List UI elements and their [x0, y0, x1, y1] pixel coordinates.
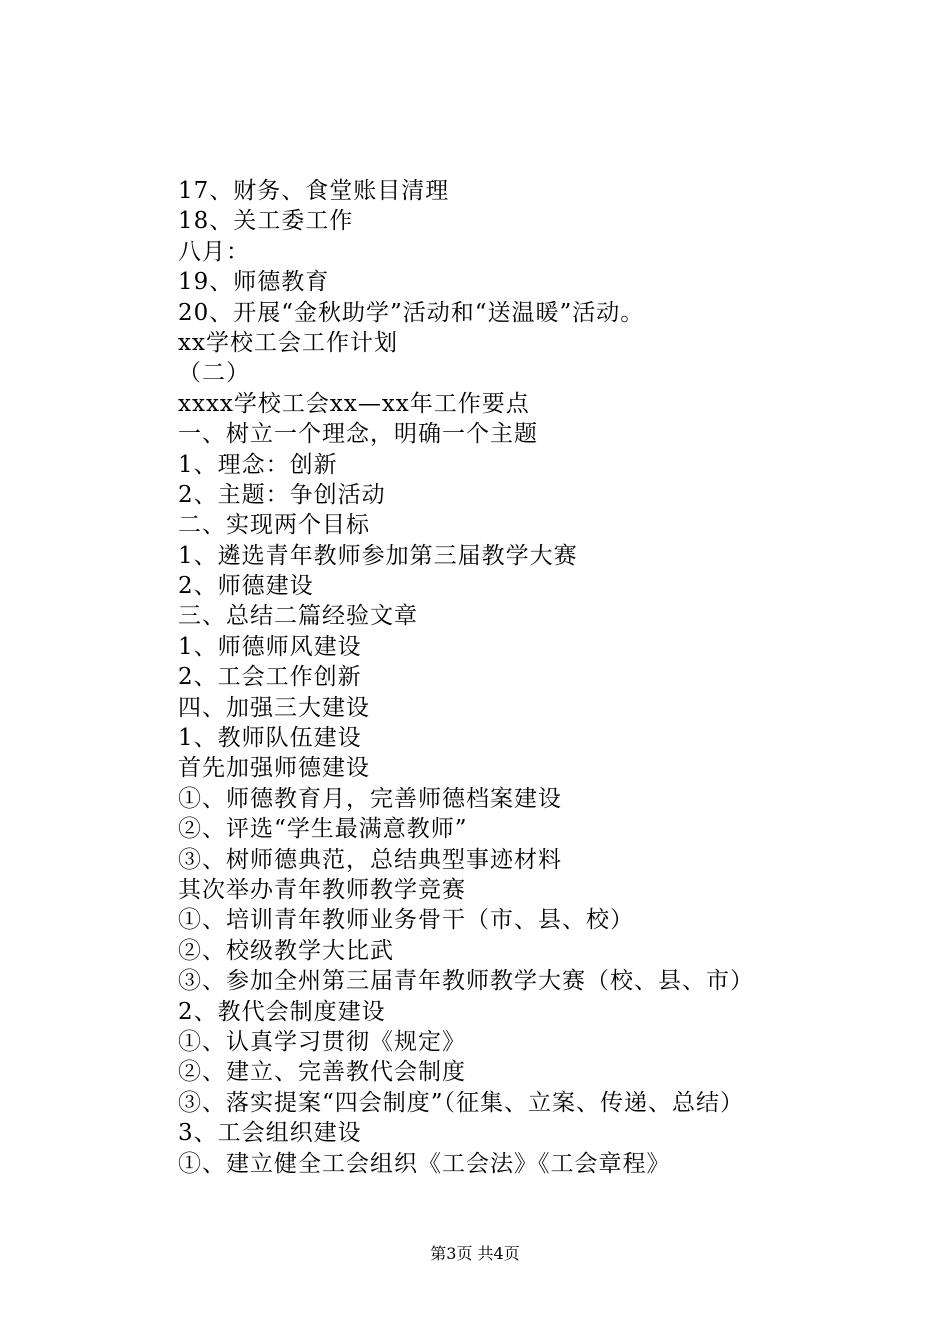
section-heading: xxxx学校工会xx—xx年工作要点 [178, 390, 530, 417]
text-line: 2、工会工作创新 [178, 664, 362, 691]
text-line: ②、建立、完善教代会制度 [178, 1059, 466, 1086]
text-line: ①、培训青年教师业务骨干（市、县、校） [178, 907, 634, 934]
text-line: 17、财务、食堂账目清理 [178, 178, 450, 204]
text-line: 2、主题：争创活动 [178, 481, 386, 508]
text-line: 1、理念：创新 [178, 451, 338, 478]
text-line: ①、师德教育月，完善师德档案建设 [178, 785, 562, 812]
section-heading: 二、实现两个目标 [178, 512, 370, 539]
text-line: ③、树师德典范，总结典型事迹材料 [178, 846, 562, 873]
document-body [178, 176, 878, 1179]
text-line: 其次举办青年教师教学竞赛 [178, 876, 466, 903]
text-line: 19、师德教育 [178, 269, 330, 296]
text-line: 20、开展“金秋助学”活动和“送温暖”活动。 [178, 299, 645, 326]
text-line: ②、校级教学大比武 [178, 937, 394, 964]
section-heading: 四、加强三大建设 [178, 694, 370, 721]
text-line: ②、评选“学生最满意教师” [178, 816, 468, 843]
text-line: ①、建立健全工会组织《工会法》《工会章程》 [178, 1150, 671, 1177]
text-line: ③、落实提案“四会制度”（征集、立案、传递、总结） [178, 1089, 745, 1116]
document-subtitle: （二） [178, 360, 250, 387]
text-line: 首先加强师德建设 [178, 755, 370, 782]
text-line: 1、教师队伍建设 [178, 725, 362, 752]
text-line: 2、教代会制度建设 [178, 998, 386, 1025]
section-heading: 三、总结二篇经验文章 [178, 603, 418, 630]
page-number-footer: 第3页 共4页 [430, 1244, 520, 1263]
text-line: 3、工会组织建设 [178, 1120, 362, 1147]
text-line: ①、认真学习贯彻《规定》 [178, 1028, 466, 1055]
section-heading: 一、树立一个理念，明确一个主题 [178, 421, 538, 448]
text-line: ③、参加全州第三届青年教师教学大赛（校、县、市） [178, 968, 754, 995]
section-heading: 八月： [178, 238, 250, 265]
text-line: 2、师德建设 [178, 573, 314, 600]
text-line: 1、遴选青年教师参加第三届教学大赛 [178, 542, 578, 569]
text-line: 18、关工委工作 [178, 208, 354, 235]
document-title: xx学校工会工作计划 [178, 329, 398, 356]
text-line: 1、师德师风建设 [178, 633, 362, 660]
